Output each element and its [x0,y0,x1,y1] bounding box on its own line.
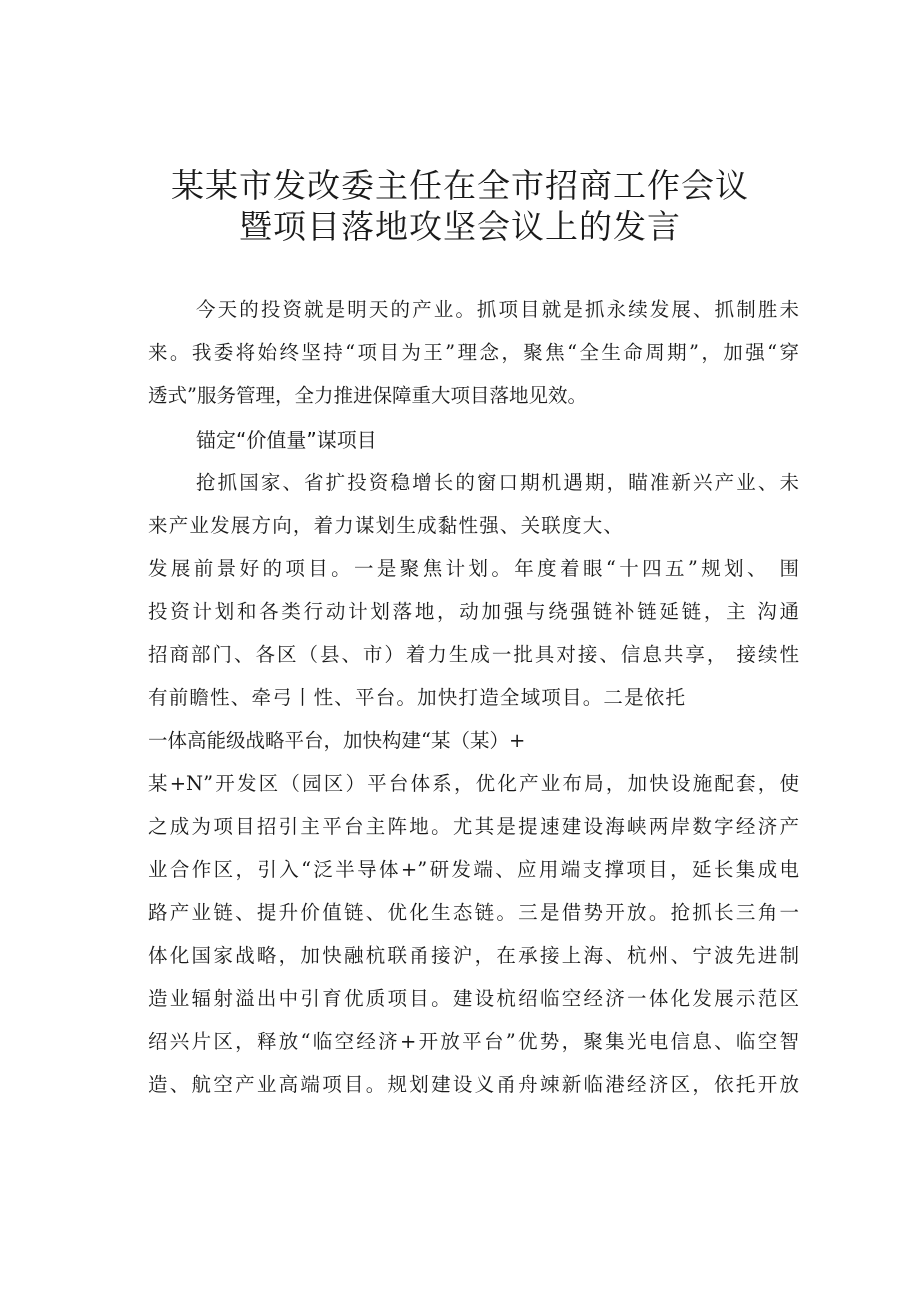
text-line: 业合作区，引入“泛半导体+”研发端、应用端支撑项目，延长集成电 [148,858,799,881]
text-line: 一体高能级战略平台，加快构建“某（某）+ [148,729,526,752]
section-heading: 锚定“价值量”谋项目 [196,428,377,452]
text-line: 投资计划和各类行动计划落地，动加强与绕强链补链延链，主 沟通 [148,600,799,623]
text-line: 绍兴片区，释放“临空经济+开放平台”优势，聚集光电信息、临空智 [148,1030,799,1053]
text-line: 发展前景好的项目。一是聚焦计划。年度着眼“十四五”规划、 围 [148,557,799,580]
title-line-2: 暨项目落地攻坚会议上的发言 [239,207,681,246]
text-line: 来产业发展方向，着力谋划生成黏性强、关联度大、 [148,514,625,537]
text-line: 透式”服务管理，全力推进保障重大项目落地见效。 [148,384,587,407]
text-line: 抢抓国家、省扩投资稳增长的窗口期机遇期，瞄准新兴产业、未 [196,471,799,494]
text-line: 造业辐射溢出中引育优质项目。建设杭绍临空经济一体化发展示范区 [148,987,799,1010]
text-line: 有前瞻性、牵弓丨性、平台。加快打造全域项目。二是依托 [148,686,687,709]
text-line: 某+N”开发区（园区）平台体系，优化产业布局，加快设施配套，使 [148,772,799,795]
text-line: 招商部门、各区（县、市）着力生成一批具对接、信息共享， 接续性 [148,643,799,666]
text-line: 路产业链、提升价值链、优化生态链。三是借势开放。抢抓长三角一 [148,901,799,924]
text-line: 造、航空产业高端项目。规划建设义甬舟竦新临港经济区，依托开放 [148,1073,799,1096]
text-line: 来。我委将始终坚持“项目为王”理念，聚焦“全生命周期”，加强“穿 [148,341,799,364]
title-line-1: 某某市发改委主任在全市招商工作会议 [171,166,749,205]
text-line: 今天的投资就是明天的产业。抓项目就是抓永续发展、抓制胜未 [196,298,799,321]
text-line: 体化国家战略，加快融杭联甬接沪，在承接上海、杭州、宁波先进制 [148,944,799,967]
text-line: 之成为项目招引主平台主阵地。尤其是提速建设海峡两岸数字经济产 [148,815,799,838]
